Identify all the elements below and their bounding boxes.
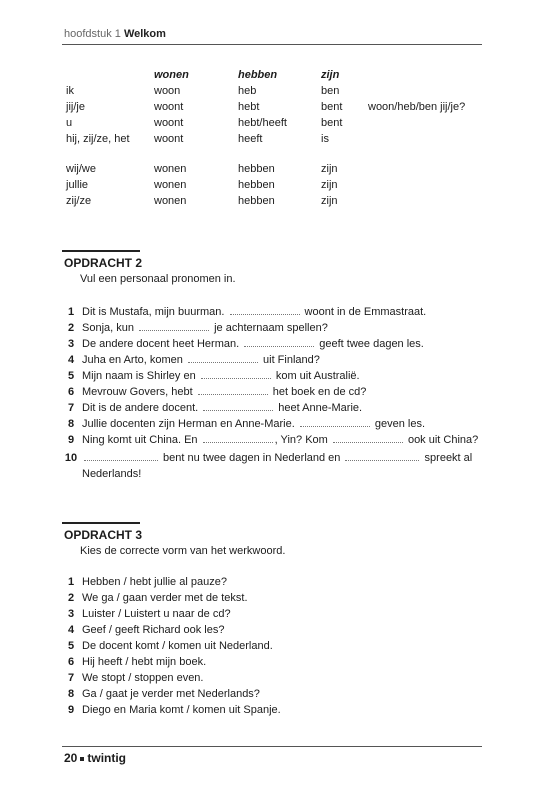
item-text: spreekt al Nederlands!	[82, 452, 473, 480]
item-text: We stopt / stoppen even.	[82, 672, 204, 684]
answer-blank[interactable]	[201, 368, 271, 379]
item-text: Luister / Luistert u naar de cd?	[82, 608, 231, 620]
conjugation-cell-pronoun: wij/we	[66, 163, 96, 175]
exercise-item	[64, 606, 484, 622]
exercise-item	[64, 622, 484, 638]
exercise-item	[64, 702, 484, 718]
item-number: 4	[67, 354, 75, 366]
conjugation-cell-hebben: hebben	[238, 195, 275, 207]
exercise-item	[64, 432, 484, 448]
item-number: 8	[67, 688, 75, 700]
answer-blank[interactable]	[198, 384, 268, 395]
conjugation-cell-wonen: woon	[154, 85, 181, 97]
item-text: Dit is de andere docent.	[82, 402, 202, 414]
item-text: geven les.	[371, 418, 426, 430]
chapter-title: Welkom	[123, 28, 166, 40]
conjugation-cell-hebben: hebt	[238, 101, 260, 113]
answer-blank[interactable]	[203, 400, 273, 411]
item-number: 3	[67, 338, 75, 350]
exercise-item	[64, 450, 484, 482]
opdracht3-title: OPDRACHT 3	[64, 528, 143, 542]
item-number: 4	[67, 624, 75, 636]
conjugation-cell-pronoun: jullie	[66, 179, 89, 191]
conjugation-cell-hebben: hebben	[238, 179, 275, 191]
conjugation-cell-zijn: ben	[321, 85, 340, 97]
exercise-item	[64, 670, 484, 686]
answer-blank[interactable]	[203, 432, 273, 443]
item-number: 2	[67, 592, 75, 604]
conjugation-cell-pronoun: zij/ze	[66, 195, 92, 207]
conjugation-cell-wonen: woont	[154, 133, 184, 145]
opdracht2-exercise-list	[64, 304, 484, 482]
item-text: , Yin? Kom	[274, 434, 331, 446]
conjugation-cell-zijn: zijn	[321, 179, 338, 191]
item-text: Geef / geeft Richard ook les?	[82, 624, 225, 636]
answer-blank[interactable]	[230, 304, 300, 315]
conjugation-cell-wonen: wonen	[154, 179, 187, 191]
item-text: Hij heeft / hebt mijn boek.	[82, 656, 207, 668]
item-text: geeft twee dagen les.	[316, 338, 424, 350]
answer-blank[interactable]	[333, 432, 403, 443]
exercise-item	[64, 686, 484, 702]
conjugation-cell-zijn: zijn	[321, 195, 338, 207]
section-divider	[62, 250, 140, 252]
page-number: 20	[64, 751, 78, 765]
item-text: Dit is Mustafa, mijn buurman.	[82, 306, 228, 318]
answer-blank[interactable]	[84, 450, 158, 461]
conjugation-cell-pronoun: u	[66, 117, 73, 129]
conjugation-cell-hebben: heeft	[238, 133, 263, 145]
exercise-item	[64, 384, 484, 400]
conjugation-cell-pronoun: jij/je	[66, 101, 85, 113]
item-text: ook uit China?	[404, 434, 479, 446]
bullet-icon	[80, 757, 84, 761]
conjugation-cell-zijn: bent	[321, 117, 343, 129]
opdracht2-title: OPDRACHT 2	[64, 256, 143, 270]
conjugation-cell-pronoun: ik	[66, 85, 74, 97]
conjugation-cell-hebben: hebben	[238, 163, 275, 175]
item-text: Ning komt uit China. En	[82, 434, 201, 446]
exercise-item	[64, 320, 484, 336]
answer-blank[interactable]	[300, 416, 370, 427]
item-number: 1	[67, 576, 75, 588]
answer-blank[interactable]	[345, 450, 419, 461]
item-text: Sonja, kun	[82, 322, 138, 334]
item-text: We ga / gaan verder met de tekst.	[82, 592, 248, 604]
item-text: Juha en Arto, komen	[82, 354, 186, 366]
exercise-item	[64, 416, 484, 432]
conjugation-cell-wonen: wonen	[154, 163, 187, 175]
conjugation-cell-zijn: is	[321, 133, 329, 145]
opdracht3-exercise-list	[64, 574, 484, 718]
item-text: Jullie docenten zijn Herman en Anne-Marie.	[82, 418, 298, 430]
header-divider	[62, 44, 482, 45]
item-text: Mijn naam is Shirley en	[82, 370, 199, 382]
page-footer	[64, 751, 126, 765]
section-divider	[62, 522, 140, 524]
item-text: De docent komt / komen uit Nederland.	[82, 640, 273, 652]
item-number: 6	[67, 386, 75, 398]
running-header	[64, 28, 166, 40]
exercise-item	[64, 304, 484, 320]
item-text: heet Anne-Marie.	[275, 402, 363, 414]
exercise-item	[64, 400, 484, 416]
exercise-item	[64, 368, 484, 384]
conjugation-cell-zijn: zijn	[321, 163, 338, 175]
column-header-zijn: zijn	[321, 69, 340, 81]
exercise-item	[64, 574, 484, 590]
exercise-item	[64, 590, 484, 606]
item-text: Diego en Maria komt / komen uit Spanje.	[82, 704, 281, 716]
item-number: 7	[67, 672, 75, 684]
conjugation-cell-zijn: bent	[321, 101, 343, 113]
conjugation-cell-wonen: wonen	[154, 195, 187, 207]
conjugation-cell-wonen: woont	[154, 117, 184, 129]
item-text: kom uit Australië.	[272, 370, 360, 382]
item-text: Hebben / hebt jullie al pauze?	[82, 576, 227, 588]
item-number: 5	[67, 370, 75, 382]
page-number-word: twintig	[87, 751, 127, 765]
column-header-hebben: hebben	[238, 69, 278, 81]
item-number: 6	[67, 656, 75, 668]
opdracht3-instruction: Kies de correcte vorm van het werkwoord.	[80, 545, 286, 557]
conjugation-cell-pronoun: hij, zij/ze, het	[66, 133, 130, 145]
footer-divider	[62, 746, 482, 747]
item-number: 8	[67, 418, 75, 430]
conjugation-cell-wonen: woont	[154, 101, 184, 113]
item-text: De andere docent heet Herman.	[82, 338, 243, 350]
item-text: bent nu twee dagen in Nederland en	[160, 452, 344, 464]
conjugation-cell-hebben: heb	[238, 85, 257, 97]
answer-blank[interactable]	[139, 320, 209, 331]
item-number: 9	[67, 704, 75, 716]
item-text: woont in de Emmastraat.	[301, 306, 427, 318]
item-number: 5	[67, 640, 75, 652]
exercise-item	[64, 654, 484, 670]
answer-blank[interactable]	[188, 352, 258, 363]
item-number: 7	[67, 402, 75, 414]
conjugation-cell-note: woon/heb/ben jij/je?	[368, 101, 466, 113]
item-text: het boek en de cd?	[269, 386, 367, 398]
exercise-item	[64, 336, 484, 352]
item-number: 3	[67, 608, 75, 620]
item-number: 9	[67, 434, 75, 446]
exercise-item	[64, 638, 484, 654]
item-number: 10	[64, 452, 78, 464]
item-text: Mevrouw Govers, hebt	[82, 386, 196, 398]
answer-blank[interactable]	[244, 336, 314, 347]
item-number: 1	[67, 306, 75, 318]
column-header-wonen: wonen	[154, 69, 189, 81]
item-text: je achternaam spellen?	[211, 322, 328, 334]
item-text: Ga / gaat je verder met Nederlands?	[82, 688, 260, 700]
exercise-item	[64, 352, 484, 368]
conjugation-cell-hebben: hebt/heeft	[238, 117, 287, 129]
item-number: 2	[67, 322, 75, 334]
item-text: uit Finland?	[259, 354, 320, 366]
opdracht2-instruction: Vul een personaal pronomen in.	[80, 273, 236, 285]
chapter-label: hoofdstuk 1	[64, 28, 121, 40]
